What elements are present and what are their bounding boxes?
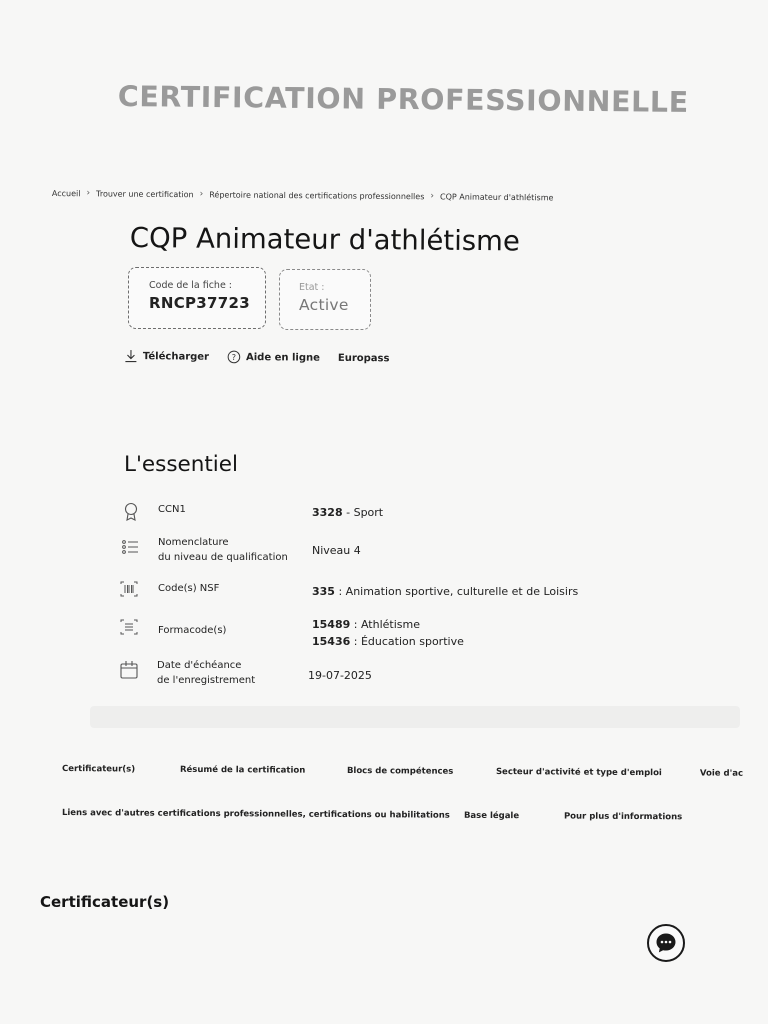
tab-liens-certifications[interactable]: Liens avec d'autres certifications professionnelles, certifications ou habilitations xyxy=(61,808,450,821)
breadcrumb-current: CQP Animateur d'athlétisme xyxy=(439,191,554,202)
badge-icon xyxy=(118,500,140,522)
nsf-text: : Animation sportive, culturelle et de Loisirs xyxy=(334,585,579,598)
deadline-label-line1: Date d'échéance xyxy=(157,660,242,671)
formacode-code: 15489 xyxy=(312,618,351,631)
nsf-value xyxy=(312,583,578,600)
download-icon xyxy=(124,349,138,363)
code-card-label: Code de la fiche : xyxy=(149,280,233,291)
formacode-text: : Athlétisme xyxy=(350,618,421,631)
tab-secteur-activite[interactable]: Secteur d'activité et type d'emploi xyxy=(495,767,662,779)
help-label: Aide en ligne xyxy=(245,351,320,364)
formacode-item xyxy=(312,616,464,633)
barcode-icon xyxy=(118,578,140,600)
breadcrumb-find-certification[interactable]: Trouver une certification xyxy=(96,188,194,199)
level-label xyxy=(158,535,308,565)
formacode-item xyxy=(312,633,464,650)
formacode-value xyxy=(312,616,464,650)
text-block-icon xyxy=(118,616,140,638)
chat-bubble-icon xyxy=(653,930,679,956)
state-card-label: Etat : xyxy=(299,282,325,293)
svg-text:?: ? xyxy=(231,352,237,362)
chevron-right-icon: › xyxy=(199,189,204,200)
level-label-line1: Nomenclature xyxy=(158,537,229,548)
page-banner: CERTIFICATION PROFESSIONNELLE xyxy=(117,80,689,119)
deadline-label-line2: de l'enregistrement xyxy=(157,675,256,686)
ccn-label: CCN1 xyxy=(158,504,186,515)
list-icon xyxy=(118,535,140,557)
help-circle-icon xyxy=(227,350,241,364)
scan-artifact xyxy=(90,706,740,728)
chat-button[interactable] xyxy=(647,924,685,962)
state-card-value: Active xyxy=(299,296,349,314)
europass-link[interactable] xyxy=(338,352,390,363)
download-label: Télécharger xyxy=(142,350,210,363)
download-button[interactable] xyxy=(124,349,209,364)
tab-base-legale[interactable]: Base légale xyxy=(463,810,520,822)
ccn-text: - Sport xyxy=(342,506,384,519)
formacode-label: Formacode(s) xyxy=(158,625,227,636)
nsf-label: Code(s) NSF xyxy=(158,583,220,594)
breadcrumb xyxy=(52,188,554,202)
calendar-icon xyxy=(118,658,140,680)
breadcrumb-home[interactable]: Accueil xyxy=(51,188,81,198)
formacode-code: 15436 xyxy=(312,635,351,648)
europass-label: Europass xyxy=(337,352,390,364)
nsf-code: 335 xyxy=(312,585,335,598)
state-card xyxy=(279,269,371,330)
tab-blocs-competences[interactable]: Blocs de compétences xyxy=(346,765,454,777)
tab-resume[interactable]: Résumé de la certification xyxy=(179,764,306,776)
code-card xyxy=(128,267,266,329)
tab-bar-row2 xyxy=(62,808,768,829)
page-title: CQP Animateur d'athlétisme xyxy=(129,222,520,258)
code-card-value: RNCP37723 xyxy=(149,294,250,312)
tab-voie-acces[interactable]: Voie d'ac xyxy=(699,768,744,779)
level-value: Niveau 4 xyxy=(312,544,361,557)
certificateurs-title: Certificateur(s) xyxy=(40,893,170,911)
essentiel-title: L'essentiel xyxy=(124,452,238,477)
breadcrumb-national-directory[interactable]: Répertoire national des certifications professionnelles xyxy=(209,189,425,201)
ccn-code: 3328 xyxy=(312,506,343,519)
tab-certificateurs[interactable]: Certificateur(s) xyxy=(61,764,136,775)
chevron-right-icon: › xyxy=(86,188,91,199)
help-button[interactable] xyxy=(227,350,320,365)
action-bar xyxy=(124,349,390,365)
deadline-value: 19-07-2025 xyxy=(308,669,372,682)
chevron-right-icon: › xyxy=(430,191,435,202)
ccn-value xyxy=(312,504,383,521)
tab-bar-row1 xyxy=(62,764,768,785)
tab-plus-informations[interactable]: Pour plus d'informations xyxy=(563,811,683,823)
level-label-line2: du niveau de qualification xyxy=(158,552,288,563)
formacode-text: : Éducation sportive xyxy=(350,635,464,648)
deadline-label xyxy=(157,658,307,688)
